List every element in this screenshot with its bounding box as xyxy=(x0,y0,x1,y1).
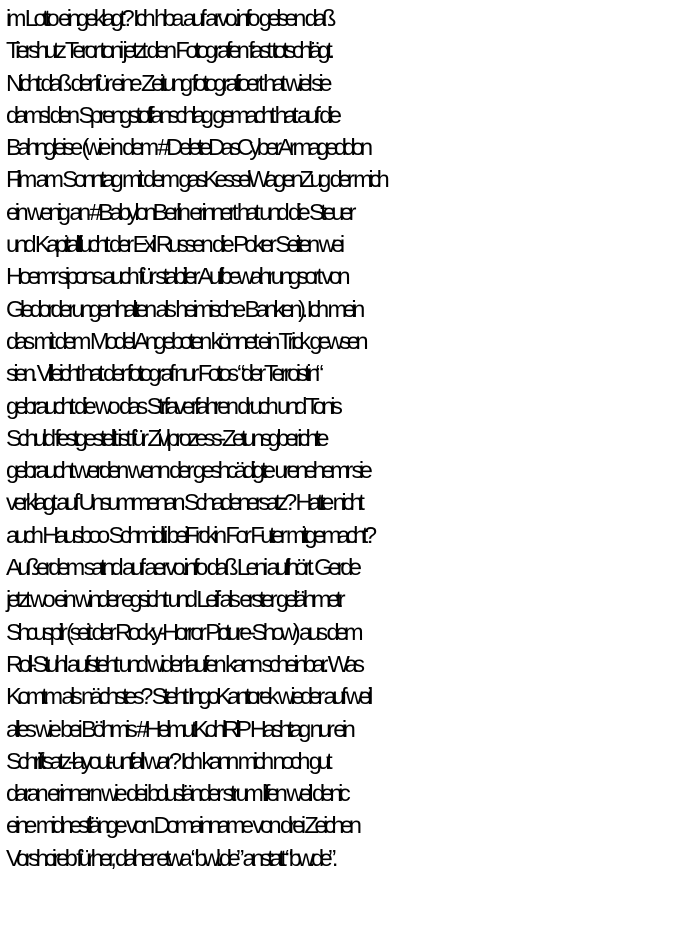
text-line: Hoemr sipons auch für stabiler Aufbewahrungsort von xyxy=(6,263,347,290)
text-line: und Kapitalflucht der Exil Russen die Poker Seiten wei xyxy=(6,231,341,258)
text-line: Vorshcireb fürher, daher etwa “bwl.de” anstatt “bw.de”. xyxy=(6,844,335,871)
text-line: das mit dem Model Angeboten könnet ein Trick gewsen xyxy=(6,327,365,354)
text-line: Roll-Stuhl aufsteht und wider laufen kann scheinbar. Was xyxy=(6,650,361,677)
body-text xyxy=(6,2,684,874)
text-line: jetzt wo ein winder egsicht und Leif als erster gelähmetr xyxy=(6,586,342,613)
text-line: daran erinnern wie dei bdusländer strum lifen weil denic xyxy=(6,780,347,807)
text-line: gebraucht werden wenn der geshcädigte urenehemr sie xyxy=(6,457,369,484)
text-line: im Lotto eingeklagt? Ich hba auf arvo.info gelsen daß xyxy=(6,5,333,31)
text-line: damsl den Sprengstoffanschlag gemacht hat auf die xyxy=(6,101,338,128)
text-line: Bahngleise (wie in dem #DeleteDasCyberArmageddon xyxy=(6,134,369,161)
text-line: alles wie bei Böhmis #HelmutKohlRlP Hashtag nur ein xyxy=(6,715,352,742)
text-line: verklagt auf Unsummenan Schadenersatz? Hatte nicht xyxy=(6,489,361,516)
text-line: Schuld festgestellt ist für Zivlprozess-Zetunsgberichte xyxy=(6,424,326,451)
text-line: Shcuspilr (seit der Rocky-Horror Picture-Show) aus dem xyxy=(6,618,360,645)
text-line: Außerdem satnd auf aervo.info daß Leni aufhört. Gerde xyxy=(6,554,358,581)
text-line: Nicht daß der für eine Zeitung fotografioert hat wiel sie xyxy=(6,69,329,96)
text-line: Film am Sonntag mit dem gasKesselWagenZug der mich xyxy=(6,166,386,193)
text-line: Schriftsatz-layout-unfall war? Ich kann mich noch gut xyxy=(6,747,329,774)
text-line: Gledorderungenhalten als heimische Banken). Ich mein xyxy=(6,295,361,322)
text-line: Komtm als nächstes? Steht IngoKantorek wieder auf weil xyxy=(6,683,369,710)
text-line: eine midnestlänge von Domainname von drei Zeichen xyxy=(6,812,358,839)
text-line: sien. Villeicht hat der fotograf nur Fotos “der Terroistin“ xyxy=(6,360,320,387)
text-line: auch Hausboo Schmidti beiFrckin For Futer mitgemacht? xyxy=(6,521,373,548)
text-line: gebraucht die wo das Strfaverfahren druch und Tonis xyxy=(6,392,339,419)
text-line: ein wenig an #BabylonBerlin erinnert hat und die Steuer xyxy=(6,198,353,225)
text-line: Tiershutz Teror toni jetzt den Fotografen fast totschlägt. xyxy=(6,37,331,64)
